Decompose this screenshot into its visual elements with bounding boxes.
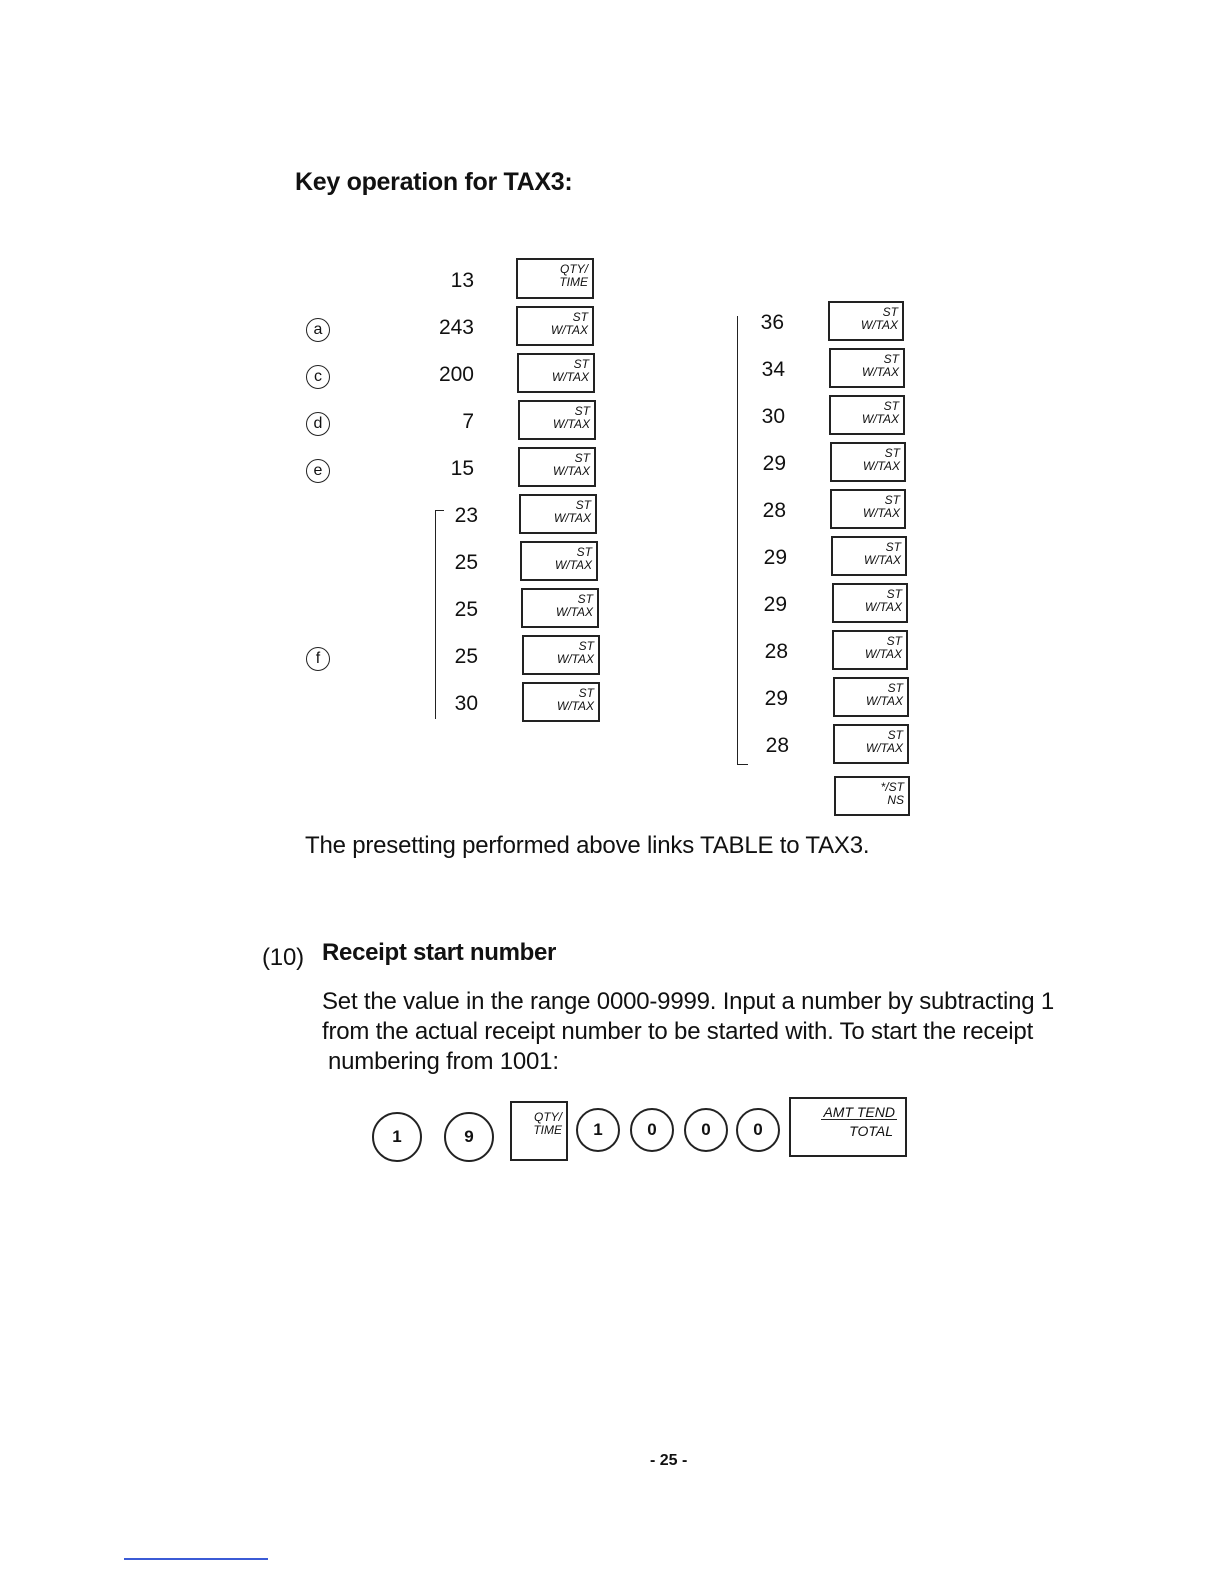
subtotal-ns-key xyxy=(834,776,910,816)
left-wtax-key-top: ST xyxy=(576,545,592,559)
right-wtax-key-top: ST xyxy=(885,540,901,554)
numeric-key-0a: 0 xyxy=(630,1108,674,1152)
left-wtax-key-top: ST xyxy=(577,592,593,606)
left-value: 15 xyxy=(450,457,474,480)
left-wtax-key-bottom: W/TAX xyxy=(553,511,591,525)
footnote-rule xyxy=(124,1558,268,1560)
left-wtax-key xyxy=(522,635,600,675)
right-wtax-key-bottom: W/TAX xyxy=(861,365,899,379)
right-value: 30 xyxy=(761,405,785,428)
right-value: 29 xyxy=(764,687,788,710)
numeric-key-1: 1 xyxy=(372,1112,422,1162)
left-value: 243 xyxy=(438,316,474,339)
left-wtax-key xyxy=(520,541,598,581)
right-value: 28 xyxy=(764,640,788,663)
right-wtax-key xyxy=(829,348,905,388)
page-number: - 25 - xyxy=(650,1452,688,1469)
numeric-key-0b: 0 xyxy=(684,1108,728,1152)
qty-entry-value: 13 xyxy=(450,269,474,292)
right-value: 29 xyxy=(763,593,787,616)
left-wtax-key-bottom: W/TAX xyxy=(551,370,589,384)
right-wtax-key xyxy=(830,489,906,529)
right-wtax-key-bottom: W/TAX xyxy=(861,412,899,426)
numeric-key-0c: 0 xyxy=(736,1108,780,1152)
right-wtax-key-bottom: W/TAX xyxy=(862,506,900,520)
amt-tend-label: AMT TEND xyxy=(823,1104,895,1120)
qty-time-key-sequence xyxy=(510,1101,568,1161)
right-wtax-key-top: ST xyxy=(884,446,900,460)
right-wtax-key-bottom: W/TAX xyxy=(865,694,903,708)
left-value: 23 xyxy=(454,504,478,527)
left-wtax-key-top: ST xyxy=(575,498,591,512)
right-wtax-key-bottom: W/TAX xyxy=(864,647,902,661)
left-wtax-key xyxy=(521,588,599,628)
section-number: (10) xyxy=(262,944,304,971)
right-wtax-key-bottom: W/TAX xyxy=(864,600,902,614)
right-wtax-key-top: ST xyxy=(882,305,898,319)
left-wtax-key-top: ST xyxy=(572,310,588,324)
marker-c: c xyxy=(306,365,330,389)
qty-time-seq-top: QTY/ xyxy=(533,1110,562,1124)
right-wtax-key xyxy=(829,395,905,435)
left-wtax-key-bottom: W/TAX xyxy=(556,652,594,666)
left-value: 30 xyxy=(454,692,478,715)
page-title: Key operation for TAX3: xyxy=(295,168,573,196)
right-wtax-key-bottom: W/TAX xyxy=(863,553,901,567)
right-wtax-key-bottom: W/TAX xyxy=(860,318,898,332)
section-title: Receipt start number xyxy=(322,939,557,966)
right-wtax-key xyxy=(831,536,907,576)
right-wtax-key xyxy=(830,442,906,482)
left-value: 7 xyxy=(462,410,474,433)
left-wtax-key-top: ST xyxy=(578,686,594,700)
left-wtax-key-bottom: W/TAX xyxy=(550,323,588,337)
right-value: 34 xyxy=(761,358,785,381)
right-wtax-key xyxy=(832,630,908,670)
left-wtax-key xyxy=(519,494,597,534)
left-wtax-key-bottom: W/TAX xyxy=(552,464,590,478)
section-line-3: numbering from 1001: xyxy=(328,1048,559,1075)
right-wtax-key-bottom: W/TAX xyxy=(862,459,900,473)
right-wtax-key xyxy=(833,724,909,764)
marker-e: e xyxy=(306,459,330,483)
right-wtax-key xyxy=(833,677,909,717)
left-group-bracket xyxy=(435,510,444,719)
left-wtax-key xyxy=(518,447,596,487)
marker-f: f xyxy=(306,647,330,671)
right-wtax-key-top: ST xyxy=(883,352,899,366)
marker-a: a xyxy=(306,318,330,342)
left-wtax-key-bottom: W/TAX xyxy=(554,558,592,572)
qty-time-key xyxy=(516,258,594,299)
left-wtax-key-top: ST xyxy=(573,357,589,371)
right-wtax-key xyxy=(828,301,904,341)
qty-time-key-top: QTY/ xyxy=(559,262,588,276)
subtotal-ns-key-top: */ST xyxy=(880,780,904,794)
left-wtax-key-bottom: W/TAX xyxy=(555,605,593,619)
numeric-key-1b: 1 xyxy=(576,1108,620,1152)
right-wtax-key-top: ST xyxy=(887,728,903,742)
left-wtax-key xyxy=(517,353,595,393)
right-value: 28 xyxy=(762,499,786,522)
left-wtax-key-top: ST xyxy=(574,451,590,465)
left-wtax-key-top: ST xyxy=(574,404,590,418)
numeric-key-9: 9 xyxy=(444,1112,494,1162)
left-value: 25 xyxy=(454,551,478,574)
left-wtax-key-bottom: W/TAX xyxy=(556,699,594,713)
right-value: 36 xyxy=(760,311,784,334)
right-wtax-key-top: ST xyxy=(884,493,900,507)
total-label: TOTAL xyxy=(849,1123,893,1139)
right-value: 29 xyxy=(763,546,787,569)
right-wtax-key-top: ST xyxy=(886,587,902,601)
amt-tend-total-key xyxy=(789,1097,907,1157)
left-value: 25 xyxy=(454,598,478,621)
left-wtax-key xyxy=(522,682,600,722)
right-value: 28 xyxy=(765,734,789,757)
right-value: 29 xyxy=(762,452,786,475)
left-wtax-key-top: ST xyxy=(578,639,594,653)
left-value: 200 xyxy=(438,363,474,386)
right-wtax-key-bottom: W/TAX xyxy=(865,741,903,755)
right-wtax-key xyxy=(832,583,908,623)
left-wtax-key xyxy=(516,306,594,346)
right-wtax-key-top: ST xyxy=(886,634,902,648)
right-group-bracket xyxy=(737,316,748,765)
subtotal-ns-key-bottom: NS xyxy=(887,793,904,807)
section-line-1: Set the value in the range 0000-9999. Input a number by subtracting 1 xyxy=(322,988,1055,1015)
left-wtax-key xyxy=(518,400,596,440)
summary-text: The presetting performed above links TABLE to TAX3. xyxy=(305,832,870,859)
right-wtax-key-top: ST xyxy=(887,681,903,695)
right-wtax-key-top: ST xyxy=(883,399,899,413)
left-value: 25 xyxy=(454,645,478,668)
section-line-2: from the actual receipt number to be started with. To start the receipt xyxy=(322,1018,1034,1045)
marker-d: d xyxy=(306,412,330,436)
left-wtax-key-bottom: W/TAX xyxy=(552,417,590,431)
qty-time-seq-bottom: TIME xyxy=(533,1123,562,1137)
qty-time-key-bottom: TIME xyxy=(559,275,588,289)
